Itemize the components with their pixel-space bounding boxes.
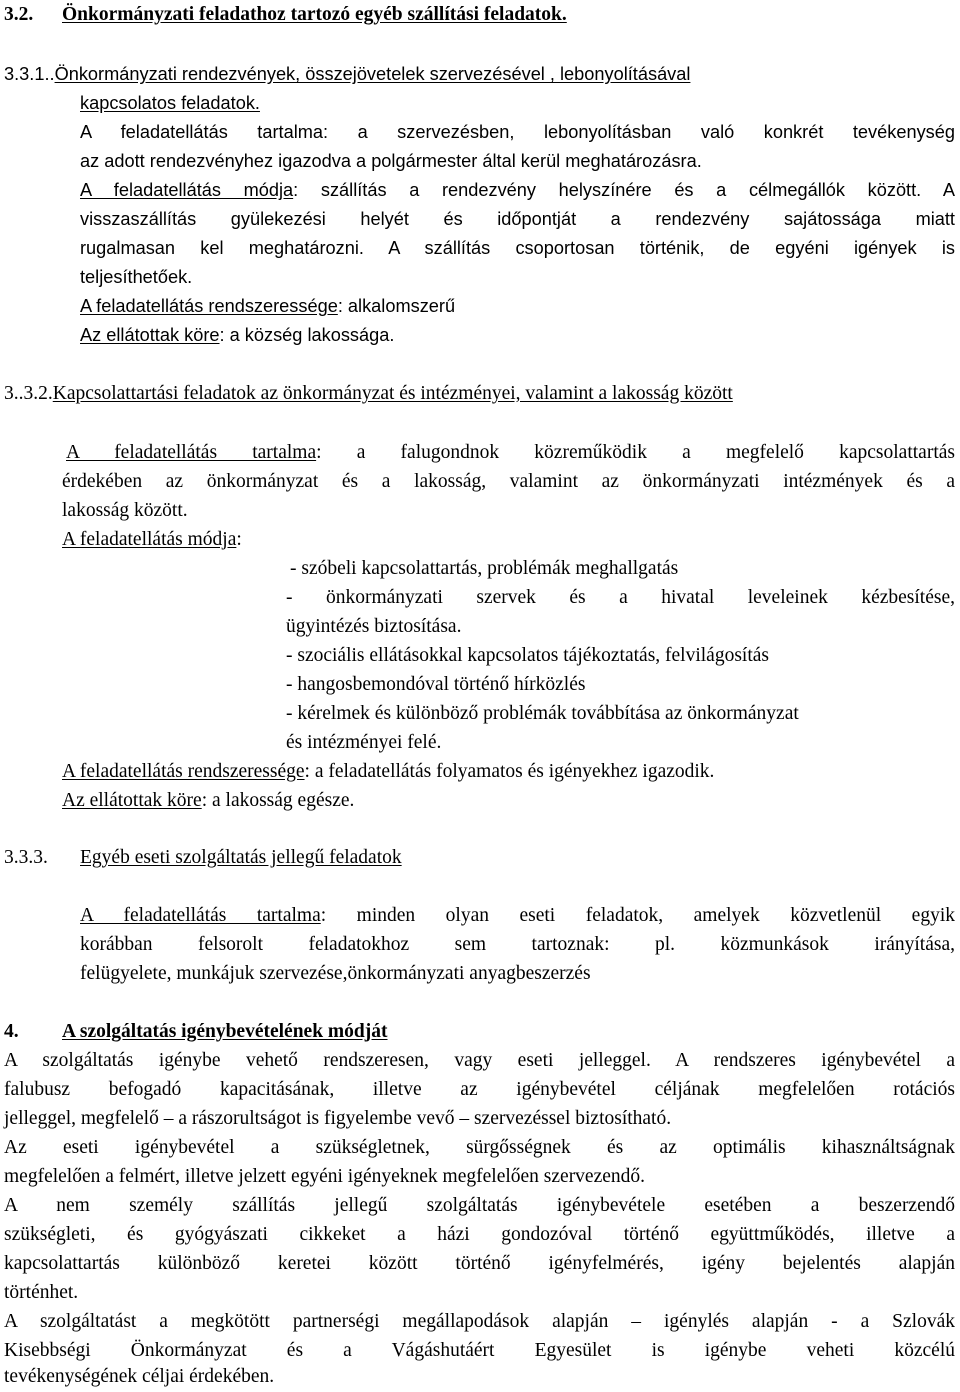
tartalma-line2: korábban felsorolt feladatokhoz sem tartoznak: pl. közmunkások irányítása, xyxy=(80,934,955,955)
section-title-line1: Önkormányzati rendezvények, összejövetelek szervezésével , lebonyolításával xyxy=(54,64,691,84)
paragraph-line: kapcsolattartás különböző keretei között történő igényfelmérés, igény bejelentés alapján xyxy=(4,1253,955,1274)
modja-line2: visszaszállítás gyülekezési helyét és időpontját a rendezvény sajátossága miatt xyxy=(80,209,955,229)
paragraph-line: tevékenységének céljai érdekében. xyxy=(4,1366,275,1387)
section-3-3-2-heading xyxy=(4,381,733,407)
tartalma-line2: az adott rendezvényhez igazodva a polgármester által kerül meghatározásra. xyxy=(80,151,702,171)
section-3-3-1-heading xyxy=(4,61,690,87)
paragraph-line: Az eseti igénybevétel a szükségletnek, sürgősségnek és az optimális kihasználtságnak xyxy=(4,1137,955,1158)
section-number: 4. xyxy=(4,1021,19,1042)
kore-value: : a lakosság egésze. xyxy=(201,790,355,811)
list-item: - önkormányzati szervek és a hivatal leveleinek kézbesítése, xyxy=(286,587,955,608)
paragraph-line: szükségleti, és gyógyászati cikkeket a házi gondozóval történő együttműködés, illetve a xyxy=(4,1224,955,1245)
rendszeresseg-label: A feladatellátás rendszeressége xyxy=(80,296,338,316)
section-3-3-3-heading xyxy=(4,845,402,871)
tartalma-line1: A feladatellátás tartalma: a szervezésben, lebonyolításban való konkrét tevékenység xyxy=(80,122,955,142)
modja-line1 xyxy=(80,177,955,203)
paragraph-line: megfelelően a felmért, illetve jelzett egyéni igényeknek megfelelően szervezendő. xyxy=(4,1166,646,1187)
paragraph-line: jelleggel, megfelelő – a rászorultságot is figyelembe vevő – szervezéssel biztosítható. xyxy=(4,1108,672,1129)
tartalma-line1 xyxy=(80,903,955,929)
kore-label: Az ellátottak köre xyxy=(62,790,202,811)
modja-line3: rugalmasan kel meghatározni. A szállítás csoportosan történik, de egyéni igények is xyxy=(80,238,955,258)
modja-colon: : xyxy=(236,529,242,550)
section-title: A szolgáltatás igénybevételének módját xyxy=(62,1021,388,1042)
paragraph-line: történhet. xyxy=(4,1282,79,1303)
section-title: Egyéb eseti szolgáltatás jellegű feladatok xyxy=(80,847,402,868)
section-number: 3..3.2. xyxy=(4,383,53,404)
paragraph-line: A nem személy szállítás jellegű szolgáltatás igénybevétele esetében a beszerzendő xyxy=(4,1195,955,1216)
list-item: - hangosbemondóval történő hírközlés xyxy=(286,674,586,695)
modja-line4: teljesíthetőek. xyxy=(80,267,193,287)
paragraph-line: falubusz befogadó kapacitásának, illetve az igénybevétel céljának megfelelően rotációs xyxy=(4,1079,955,1100)
rendszeresseg-value: : alkalomszerű xyxy=(337,296,456,316)
rendszeresseg-value: : a feladatellátás folyamatos és igényekhez igazodik. xyxy=(304,761,715,782)
tartalma-line1 xyxy=(62,440,955,466)
modja-label: A feladatellátás módja xyxy=(80,180,294,200)
section-3-2-heading xyxy=(4,2,567,28)
kore-line xyxy=(62,788,354,814)
section-number: 3.3.3. xyxy=(4,847,48,868)
tartalma-line3: felügyelete, munkájuk szervezése,önkormányzati anyagbeszerzés xyxy=(80,963,591,984)
tartalma-text: : minden olyan eseti feladatok, amelyek közvetlenül egyik xyxy=(320,905,955,926)
list-item: - szóbeli kapcsolattartás, problémák meghallgatás xyxy=(290,558,679,579)
tartalma-line3: lakosság között. xyxy=(62,500,188,521)
tartalma-line2: érdekében az önkormányzat és a lakosság, valamint az önkormányzati intézmények és a xyxy=(62,471,955,492)
kore-value: : a község lakossága. xyxy=(219,325,395,345)
paragraph-line: Kisebbségi Önkormányzat és a Vágáshutáért Egyesület is igénybe veheti közcélú xyxy=(4,1340,955,1361)
section-4-heading xyxy=(4,1019,388,1045)
section-title: Kapcsolattartási feladatok az önkormányzat és intézményei, valamint a lakosság között xyxy=(52,383,733,404)
tartalma-text: : a falugondnok közreműködik a megfelelő kapcsolattartás xyxy=(316,442,955,463)
list-item: - szociális ellátásokkal kapcsolatos tájékoztatás, felvilágosítás xyxy=(286,645,770,666)
section-title-line2: kapcsolatos feladatok. xyxy=(80,93,260,113)
list-item: - kérelmek és különböző problémák továbbítása az önkormányzat xyxy=(286,703,799,724)
modja-label: A feladatellátás módja xyxy=(62,529,237,550)
paragraph-line: A szolgáltatást a megkötött partnerségi megállapodások alapján – igénylés alapján - a Szlovák xyxy=(4,1311,955,1332)
modja-text: : szállítás a rendezvény helyszínére és a célmegállók között. A xyxy=(293,180,955,200)
section-number: 3.2. xyxy=(4,4,34,25)
section-number: 3.3.1.. xyxy=(4,64,55,84)
list-item-continuation: és intézményei felé. xyxy=(286,732,442,753)
tartalma-label: A feladatellátás tartalma xyxy=(80,905,321,926)
kore-line xyxy=(80,322,394,348)
list-item-continuation: ügyintézés biztosítása. xyxy=(286,616,462,637)
modja-line xyxy=(62,527,242,553)
paragraph-line: A szolgáltatás igénybe vehető rendszeresen, vagy eseti jelleggel. A rendszeres igénybevétel a xyxy=(4,1050,955,1071)
kore-label: Az ellátottak köre xyxy=(80,325,220,345)
tartalma-label: A feladatellátás tartalma xyxy=(66,442,317,463)
rendszeresseg-line xyxy=(80,293,455,319)
rendszeresseg-label: A feladatellátás rendszeressége xyxy=(62,761,305,782)
rendszeresseg-line xyxy=(62,759,714,785)
section-title: Önkormányzati feladathoz tartozó egyéb szállítási feladatok. xyxy=(62,4,567,25)
